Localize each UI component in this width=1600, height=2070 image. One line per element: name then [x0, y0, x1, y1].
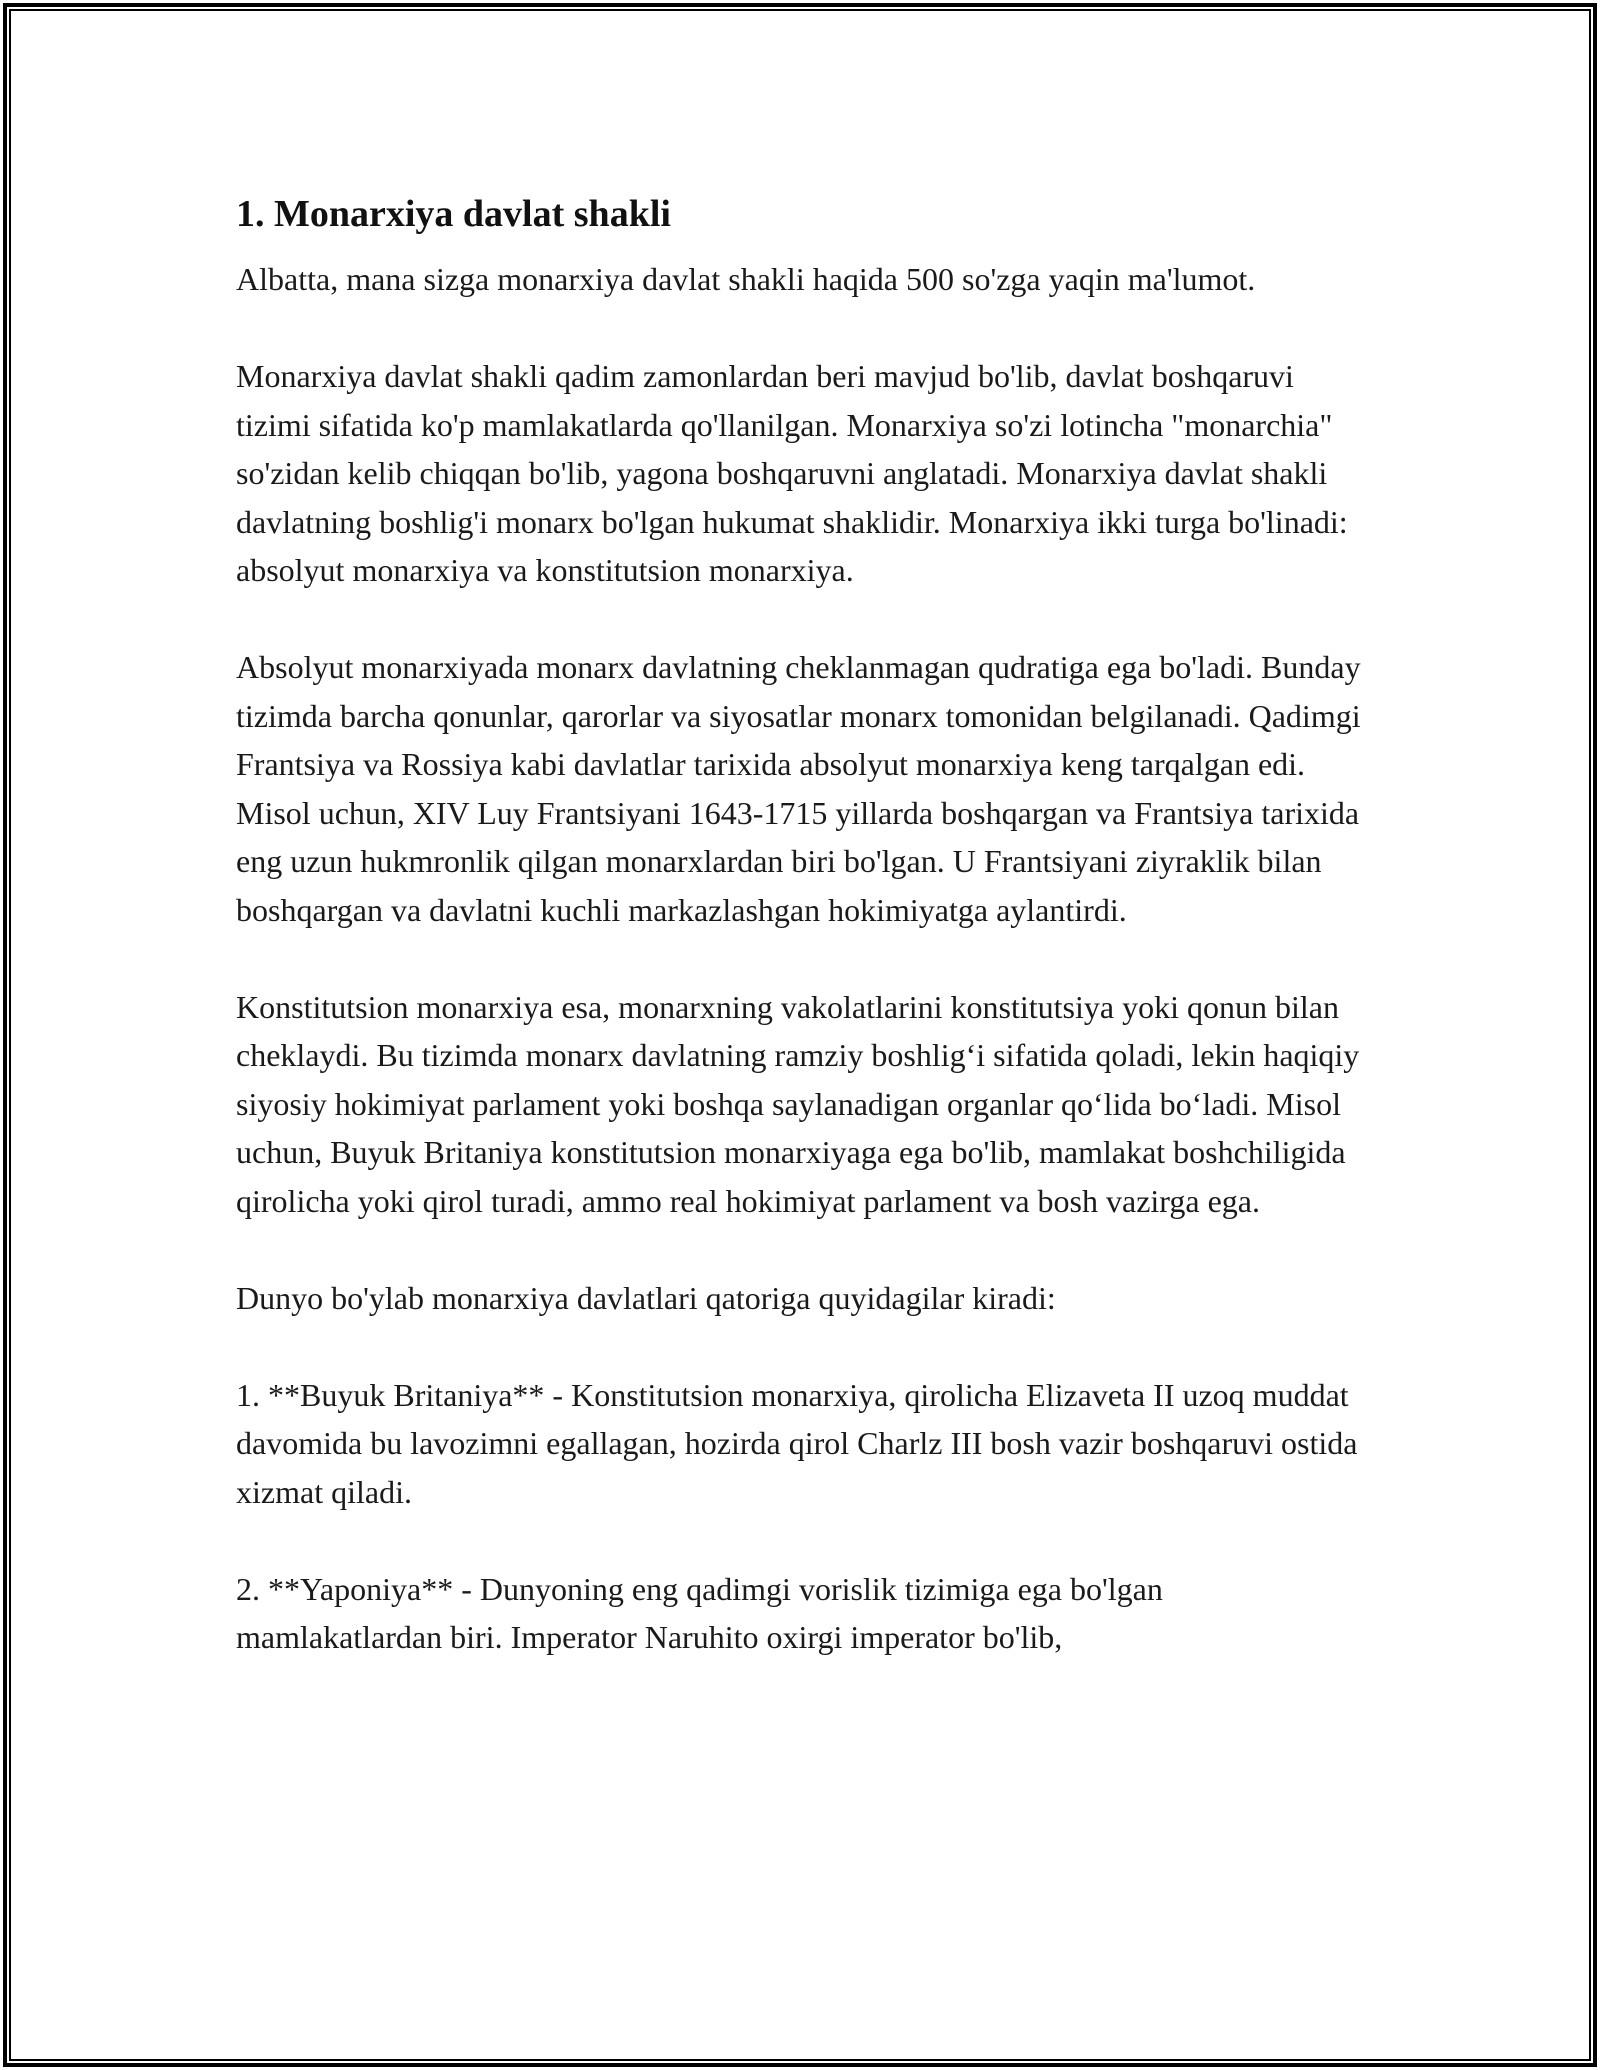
- paragraph-definition: Monarxiya davlat shakli qadim zamonlardan beri mavjud bo'lib, davlat boshqaruvi tizimi sifatida ko'p mamlakatlarda qo'llanilgan. Monarxiya so'zi lotincha "monarchia" so'zidan kelib chiqqan bo'lib, yagona boshqaruvni anglatadi. Monarxiya davlat shakli davlatning boshlig'i monarx bo'lgan hukumat shaklidir. Monarxiya ikki turga bo'linadi: absolyut monarxiya va konstitutsion monarxiya.: [236, 358, 1348, 588]
- paragraph-list-intro: Dunyo bo'ylab monarxiya davlatlari qatoriga quyidagilar kiradi:: [236, 1279, 1056, 1316]
- paragraph-intro: Albatta, mana sizga monarxiya davlat shakli haqida 500 so'zga yaqin ma'lumot.: [236, 261, 1256, 297]
- list-item-britain: 1. **Buyuk Britaniya** - Konstitutsion monarxiya, qirolicha Elizaveta II uzoq muddat davomida bu lavozimni egallagan, hozirda qirol Charlz III bosh vazir boshqaruvi ostida xizmat qiladi.: [236, 1376, 1358, 1510]
- paragraph-absolute-monarchy: Absolyut monarxiyada monarx davlatning cheklanmagan qudratiga ega bo'ladi. Bunday tizimda barcha qonunlar, qarorlar va siyosatlar monarx tomonidan belgilanadi. Qadimgi Frantsiya va Rossiya kabi davlatlar tarixida absolyut monarxiya keng tarqalgan edi. Misol uchun, XIV Luy Frantsiyani 1643-1715 yillarda boshqargan va Frantsiya tarixida eng uzun hukmronlik qilgan monarxlardan biri bo'lgan. U Frantsiyani ziyraklik bilan boshqargan va davlatni kuchli markazlashgan hokimiyatga aylantirdi.: [236, 649, 1361, 928]
- list-item-japan: 2. **Yaponiya** - Dunyoning eng qadimgi vorislik tizimiga ega bo'lgan mamlakatlardan biri. Imperator Naruhito oxirgi imperator bo'lib,: [236, 1570, 1163, 1655]
- document-title: 1. Monarxiya davlat shakli: [236, 193, 671, 235]
- paragraph-constitutional-monarchy: Konstitutsion monarxiya esa, monarxning vakolatlarini konstitutsiya yoki qonun bilan cheklaydi. Bu tizimda monarx davlatning ramziy boshlig‘i sifatida qoladi, lekin haqiqiy siyosiy hokimiyat parlament yoki boshqa saylanadigan organlar qo‘lida bo‘ladi. Misol uchun, Buyuk Britaniya konstitutsion monarxiyaga ega bo'lib, mamlakat boshchiligida qirolicha yoki qirol turadi, ammo real hokimiyat parlament va bosh vazirga ega.: [236, 988, 1360, 1219]
- document-body: [236, 185, 1366, 1710]
